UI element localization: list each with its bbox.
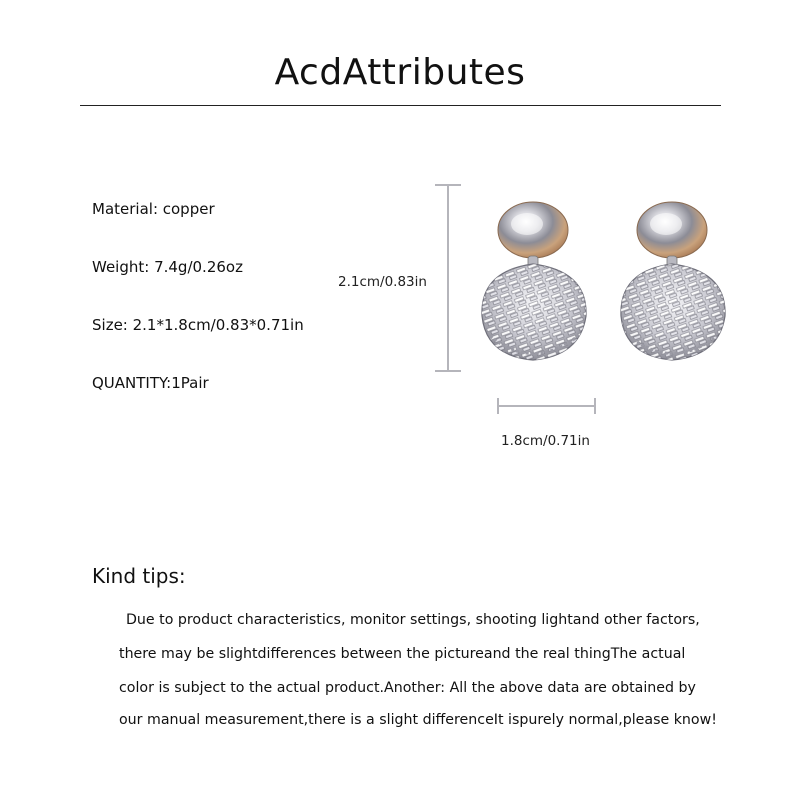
width-dimension-line — [498, 398, 595, 414]
tip-line-4: our manual measurement,there is a slight differenceIt ispurely normal,please know! — [119, 712, 717, 728]
height-dimension-line — [435, 185, 461, 371]
width-dimension-label: 1.8cm/0.71in — [501, 433, 590, 449]
tip-line-1: Due to product characteristics, monitor settings, shooting lightand other factors, — [126, 612, 700, 628]
attribute-size: Size: 2.1*1.8cm/0.83*0.71in — [92, 316, 304, 334]
kind-tips-heading: Kind tips: — [92, 564, 186, 588]
attribute-quantity: QUANTITY:1Pair — [92, 374, 209, 392]
right-earring — [621, 202, 725, 360]
attribute-weight: Weight: 7.4g/0.26oz — [92, 258, 243, 276]
left-earring — [482, 202, 586, 360]
earrings-product-image — [430, 176, 770, 416]
title-divider — [80, 105, 721, 106]
tip-line-3: color is subject to the actual product.Another: All the above data are obtained by — [119, 680, 696, 696]
height-dimension-label: 2.1cm/0.83in — [338, 274, 427, 290]
tip-line-2: there may be slightdifferences between the pictureand the real thingThe actual — [119, 646, 686, 662]
page-title: AcdAttributes — [274, 52, 526, 93]
attribute-material: Material: copper — [92, 200, 215, 218]
